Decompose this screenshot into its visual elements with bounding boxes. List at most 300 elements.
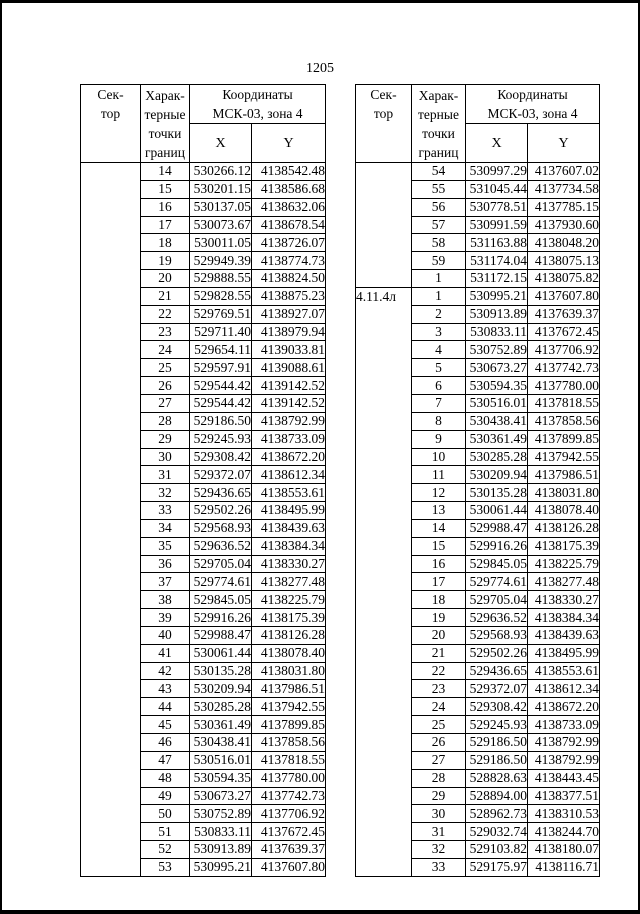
table-row (81, 448, 326, 466)
y-cell: 4138384.34 (252, 537, 326, 555)
y-cell: 4137818.55 (252, 751, 326, 769)
y-cell: 4138031.80 (528, 484, 600, 502)
x-cell: 530833.11 (466, 323, 528, 341)
sector-header-text: Сек- тор (370, 87, 397, 121)
table-row (81, 823, 326, 841)
point-cell: 28 (141, 412, 190, 430)
point-cell: 31 (141, 466, 190, 484)
x-cell: 529568.93 (190, 519, 252, 537)
y-cell: 4138726.07 (252, 234, 326, 252)
y-cell: 4137639.37 (252, 841, 326, 859)
points-header (412, 85, 466, 163)
sector-cell (81, 858, 141, 876)
y-cell: 4138126.28 (252, 626, 326, 644)
y-cell: 4137706.92 (252, 805, 326, 823)
left-table-body (81, 163, 326, 877)
y-cell: 4138824.50 (252, 270, 326, 288)
table-row (356, 626, 600, 644)
table-row (81, 270, 326, 288)
sector-cell (81, 412, 141, 430)
table-row (81, 198, 326, 216)
sector-cell (81, 769, 141, 787)
sector-cell (81, 430, 141, 448)
x-cell: 530913.89 (190, 841, 252, 859)
table-row (356, 270, 600, 288)
y-cell: 4138244.70 (528, 823, 600, 841)
x-cell: 530594.35 (466, 377, 528, 395)
sector-cell (356, 412, 412, 430)
sector-cell (356, 377, 412, 395)
point-cell: 55 (412, 180, 466, 198)
point-cell: 4 (412, 341, 466, 359)
sector-cell (356, 734, 412, 752)
point-cell: 29 (412, 787, 466, 805)
y-cell: 4137780.00 (528, 377, 600, 395)
point-cell: 24 (412, 698, 466, 716)
y-cell: 4137672.45 (528, 323, 600, 341)
point-cell: 17 (412, 573, 466, 591)
y-header: Y (528, 124, 600, 163)
x-cell: 529636.52 (466, 609, 528, 627)
points-header-text: Харак- терные точки границ (144, 87, 186, 160)
table-row (81, 626, 326, 644)
y-cell: 4138733.09 (528, 716, 600, 734)
y-cell: 4138875.23 (252, 287, 326, 305)
sector-cell (81, 537, 141, 555)
y-cell: 4138792.99 (528, 734, 600, 752)
table-row (356, 698, 600, 716)
point-cell: 5 (412, 359, 466, 377)
point-cell: 8 (412, 412, 466, 430)
table-row (356, 609, 600, 627)
table-row (81, 377, 326, 395)
x-cell: 529988.47 (466, 519, 528, 537)
sector-cell (81, 252, 141, 270)
table-row (81, 858, 326, 876)
sector-cell (356, 537, 412, 555)
x-cell: 530516.01 (466, 394, 528, 412)
table-row (81, 841, 326, 859)
y-cell: 4138175.39 (528, 537, 600, 555)
y-cell: 4138443.45 (528, 769, 600, 787)
y-cell: 4138792.99 (528, 751, 600, 769)
sector-cell (356, 841, 412, 859)
point-cell: 7 (412, 394, 466, 412)
point-cell: 59 (412, 252, 466, 270)
table-row (81, 216, 326, 234)
table-row (356, 234, 600, 252)
x-cell: 529436.65 (190, 484, 252, 502)
y-cell: 4138031.80 (252, 662, 326, 680)
y-cell: 4138439.63 (528, 626, 600, 644)
y-cell: 4138078.40 (252, 644, 326, 662)
point-cell: 25 (141, 359, 190, 377)
sector-cell (356, 644, 412, 662)
x-cell: 530913.89 (466, 305, 528, 323)
x-cell: 530833.11 (190, 823, 252, 841)
table-row (81, 341, 326, 359)
point-cell: 27 (412, 751, 466, 769)
x-cell: 530135.28 (190, 662, 252, 680)
x-cell: 530361.49 (190, 716, 252, 734)
x-cell: 529888.55 (190, 270, 252, 288)
x-cell: 530995.21 (190, 858, 252, 876)
point-cell: 12 (412, 484, 466, 502)
x-cell: 530673.27 (466, 359, 528, 377)
x-cell: 530752.89 (466, 341, 528, 359)
x-cell: 529308.42 (190, 448, 252, 466)
x-cell: 529186.50 (190, 412, 252, 430)
point-cell: 39 (141, 609, 190, 627)
y-cell: 4138553.61 (528, 662, 600, 680)
table-row (81, 573, 326, 591)
sector-cell (81, 555, 141, 573)
table-row (356, 252, 600, 270)
x-cell: 529032.74 (466, 823, 528, 841)
y-cell: 4138495.99 (528, 644, 600, 662)
coordinates-table-right (355, 84, 600, 877)
y-cell: 4139142.52 (252, 394, 326, 412)
y-cell: 4138075.82 (528, 270, 600, 288)
table-row (356, 591, 600, 609)
coordinates-header-text: Координаты МСК-03, зона 4 (212, 87, 303, 121)
sector-cell (81, 644, 141, 662)
table-row (356, 430, 600, 448)
table-row (356, 734, 600, 752)
x-cell: 529544.42 (190, 377, 252, 395)
point-cell: 31 (412, 823, 466, 841)
y-cell: 4138277.48 (528, 573, 600, 591)
sector-cell (81, 341, 141, 359)
y-cell: 4138672.20 (252, 448, 326, 466)
sector-cell (81, 734, 141, 752)
sector-cell (356, 573, 412, 591)
table-row (356, 484, 600, 502)
y-cell: 4137639.37 (528, 305, 600, 323)
point-cell: 48 (141, 769, 190, 787)
sector-cell (356, 519, 412, 537)
point-cell: 29 (141, 430, 190, 448)
x-cell: 529654.11 (190, 341, 252, 359)
point-cell: 10 (412, 448, 466, 466)
table-row (81, 591, 326, 609)
table-row (81, 466, 326, 484)
table-row (356, 216, 600, 234)
x-cell: 529636.52 (190, 537, 252, 555)
sector-cell (81, 287, 141, 305)
table-row (356, 841, 600, 859)
point-cell: 35 (141, 537, 190, 555)
x-cell: 530285.28 (190, 698, 252, 716)
x-cell: 530135.28 (466, 484, 528, 502)
points-header (141, 85, 190, 163)
y-cell: 4137785.15 (528, 198, 600, 216)
y-cell: 4138330.27 (528, 591, 600, 609)
point-cell: 32 (141, 484, 190, 502)
y-cell: 4138632.06 (252, 198, 326, 216)
point-cell: 25 (412, 716, 466, 734)
table-row (81, 180, 326, 198)
x-cell: 530673.27 (190, 787, 252, 805)
point-cell: 50 (141, 805, 190, 823)
y-cell: 4138612.34 (528, 680, 600, 698)
sector-cell (356, 448, 412, 466)
y-cell: 4138175.39 (252, 609, 326, 627)
table-row (356, 394, 600, 412)
table-row (81, 769, 326, 787)
point-cell: 9 (412, 430, 466, 448)
x-header: X (466, 124, 528, 163)
x-cell: 530438.41 (190, 734, 252, 752)
y-cell: 4137607.80 (528, 287, 600, 305)
point-cell: 17 (141, 216, 190, 234)
table-row (81, 787, 326, 805)
y-cell: 4137706.92 (528, 341, 600, 359)
x-header: X (190, 124, 252, 163)
y-cell: 4137986.51 (528, 466, 600, 484)
point-cell: 15 (412, 537, 466, 555)
point-cell: 21 (141, 287, 190, 305)
point-cell: 16 (141, 198, 190, 216)
sector-header-text: Сек- тор (97, 87, 124, 121)
table-row (356, 555, 600, 573)
point-cell: 23 (141, 323, 190, 341)
point-cell: 19 (141, 252, 190, 270)
point-cell: 51 (141, 823, 190, 841)
y-cell: 4137818.55 (528, 394, 600, 412)
x-cell: 531172.15 (466, 270, 528, 288)
sector-cell (356, 698, 412, 716)
point-cell: 26 (412, 734, 466, 752)
y-cell: 4138439.63 (252, 519, 326, 537)
point-cell: 20 (141, 270, 190, 288)
y-cell: 4137858.56 (252, 734, 326, 752)
table-row (81, 698, 326, 716)
x-cell: 531174.04 (466, 252, 528, 270)
sector-cell (356, 252, 412, 270)
table-row (81, 805, 326, 823)
y-cell: 4137899.85 (528, 430, 600, 448)
y-cell: 4138733.09 (252, 430, 326, 448)
point-cell: 32 (412, 841, 466, 859)
point-cell: 56 (412, 198, 466, 216)
y-cell: 4137734.58 (528, 180, 600, 198)
sector-cell (81, 626, 141, 644)
sector-cell (356, 626, 412, 644)
table-row (81, 751, 326, 769)
sector-cell (81, 805, 141, 823)
point-cell: 33 (141, 502, 190, 520)
sector-cell (81, 716, 141, 734)
sector-cell (81, 163, 141, 181)
point-cell: 18 (141, 234, 190, 252)
point-cell: 42 (141, 662, 190, 680)
point-cell: 21 (412, 644, 466, 662)
sector-cell (356, 198, 412, 216)
sector-cell (81, 841, 141, 859)
x-cell: 530594.35 (190, 769, 252, 787)
table-row (81, 680, 326, 698)
table-row (356, 163, 600, 181)
table-row (81, 305, 326, 323)
point-cell: 34 (141, 519, 190, 537)
x-cell: 529774.61 (466, 573, 528, 591)
table-row (81, 644, 326, 662)
table-row (81, 734, 326, 752)
point-cell: 47 (141, 751, 190, 769)
point-cell: 24 (141, 341, 190, 359)
sector-cell (356, 466, 412, 484)
table-row (81, 555, 326, 573)
table-row (81, 430, 326, 448)
x-cell: 529372.07 (190, 466, 252, 484)
x-cell: 530201.15 (190, 180, 252, 198)
sector-cell (356, 609, 412, 627)
y-cell: 4138377.51 (528, 787, 600, 805)
sector-cell (356, 234, 412, 252)
table-row (81, 287, 326, 305)
y-cell: 4138672.20 (528, 698, 600, 716)
point-cell: 3 (412, 323, 466, 341)
x-cell: 530011.05 (190, 234, 252, 252)
table-row (81, 359, 326, 377)
table-row (81, 412, 326, 430)
scan-border-bottom (0, 910, 640, 914)
sector-cell (356, 555, 412, 573)
point-cell: 30 (141, 448, 190, 466)
point-cell: 33 (412, 858, 466, 876)
table-row (356, 412, 600, 430)
point-cell: 28 (412, 769, 466, 787)
point-cell: 38 (141, 591, 190, 609)
sector-cell (81, 305, 141, 323)
point-cell: 49 (141, 787, 190, 805)
point-cell: 44 (141, 698, 190, 716)
y-cell: 4137780.00 (252, 769, 326, 787)
point-cell: 23 (412, 680, 466, 698)
point-cell: 20 (412, 626, 466, 644)
sector-cell (81, 377, 141, 395)
table-row (356, 805, 600, 823)
sector-cell (81, 394, 141, 412)
table-row (81, 323, 326, 341)
sector-cell (81, 609, 141, 627)
x-cell: 529828.55 (190, 287, 252, 305)
coordinates-header (190, 85, 326, 124)
y-cell: 4137899.85 (252, 716, 326, 734)
table-row (81, 609, 326, 627)
x-cell: 528894.00 (466, 787, 528, 805)
sector-cell (81, 198, 141, 216)
x-cell: 530137.05 (190, 198, 252, 216)
y-cell: 4138075.13 (528, 252, 600, 270)
x-cell: 530266.12 (190, 163, 252, 181)
table-row (81, 519, 326, 537)
sector-header (81, 85, 141, 163)
x-cell: 529705.04 (190, 555, 252, 573)
scan-border-top (0, 0, 640, 3)
x-cell: 529502.26 (190, 502, 252, 520)
table-row (81, 537, 326, 555)
point-cell: 11 (412, 466, 466, 484)
point-cell: 54 (412, 163, 466, 181)
right-table-body (356, 163, 600, 877)
y-cell: 4139088.61 (252, 359, 326, 377)
sector-cell (356, 394, 412, 412)
point-cell: 46 (141, 734, 190, 752)
table-row (356, 180, 600, 198)
table-row (356, 787, 600, 805)
x-cell: 530209.94 (190, 680, 252, 698)
sector-cell (81, 751, 141, 769)
y-cell: 4138612.34 (252, 466, 326, 484)
table-row (356, 359, 600, 377)
page-number: 1205 (306, 61, 334, 76)
sector-cell (356, 769, 412, 787)
point-cell: 45 (141, 716, 190, 734)
x-cell: 530991.59 (466, 216, 528, 234)
y-cell: 4138310.53 (528, 805, 600, 823)
point-cell: 27 (141, 394, 190, 412)
x-cell: 529245.93 (190, 430, 252, 448)
sector-cell (356, 484, 412, 502)
table-row (356, 519, 600, 537)
sector-cell (356, 359, 412, 377)
sector-cell (81, 448, 141, 466)
x-cell: 529916.26 (190, 609, 252, 627)
y-cell: 4138126.28 (528, 519, 600, 537)
x-cell: 530438.41 (466, 412, 528, 430)
x-cell: 531163.88 (466, 234, 528, 252)
table-row (356, 305, 600, 323)
table-row (356, 858, 600, 876)
table-row (81, 234, 326, 252)
point-cell: 18 (412, 591, 466, 609)
y-cell: 4138277.48 (252, 573, 326, 591)
y-cell: 4137742.73 (528, 359, 600, 377)
x-cell: 529568.93 (466, 626, 528, 644)
point-cell: 1 (412, 287, 466, 305)
x-cell: 530995.21 (466, 287, 528, 305)
table-row (356, 377, 600, 395)
y-cell: 4138384.34 (528, 609, 600, 627)
sector-cell (81, 787, 141, 805)
table-row (356, 680, 600, 698)
point-cell: 36 (141, 555, 190, 573)
x-cell: 529988.47 (190, 626, 252, 644)
table-row (356, 341, 600, 359)
point-cell: 57 (412, 216, 466, 234)
table-row (356, 466, 600, 484)
table-row (356, 198, 600, 216)
sector-cell (356, 680, 412, 698)
x-cell: 530061.44 (466, 502, 528, 520)
coordinates-header-text: Координаты МСК-03, зона 4 (487, 87, 578, 121)
y-cell: 4138927.07 (252, 305, 326, 323)
sector-cell (356, 323, 412, 341)
y-cell: 4138225.79 (252, 591, 326, 609)
y-cell: 4137930.60 (528, 216, 600, 234)
table-row (356, 823, 600, 841)
x-cell: 530778.51 (466, 198, 528, 216)
y-cell: 4139033.81 (252, 341, 326, 359)
x-cell: 529949.39 (190, 252, 252, 270)
sector-cell (81, 216, 141, 234)
x-cell: 529186.50 (466, 751, 528, 769)
y-cell: 4137607.80 (252, 858, 326, 876)
x-cell: 530285.28 (466, 448, 528, 466)
sector-cell (356, 805, 412, 823)
